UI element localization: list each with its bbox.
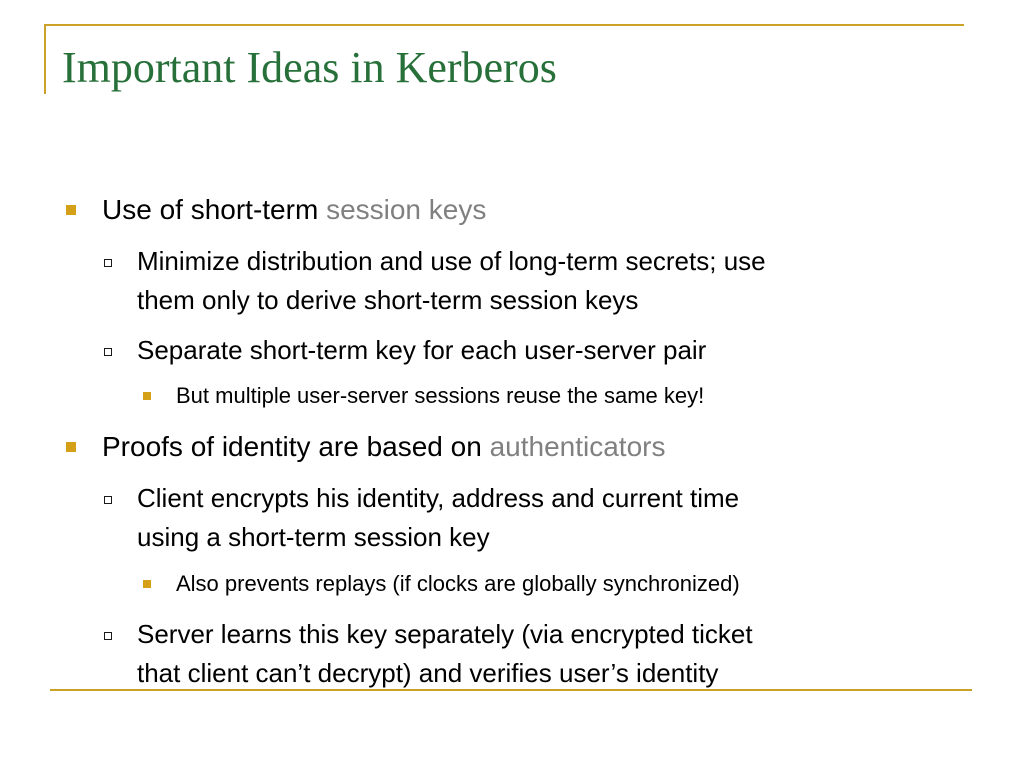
bullet-2 xyxy=(102,430,665,464)
bullet-2-2-line-2: that client can’t decrypt) and verifies user’s identity xyxy=(137,658,719,688)
box-bullet-icon xyxy=(104,496,112,504)
bullet-2-1-line-2: using a short-term session key xyxy=(137,522,490,552)
bullet-1 xyxy=(102,193,486,227)
bullet-1-1-line-1: Minimize distribution and use of long-term secrets; use xyxy=(137,246,766,276)
bullet-2-1-1: Also prevents replays (if clocks are globally synchronized) xyxy=(176,571,740,596)
bullet-1-2-line-1: Separate short-term key for each user-server pair xyxy=(137,335,707,365)
bullet-1-2-1: But multiple user-server sessions reuse the same key! xyxy=(176,383,705,408)
box-bullet-icon xyxy=(104,348,112,356)
bullet-2-text: Proofs of identity are based on xyxy=(102,431,490,462)
square-bullet-icon xyxy=(66,442,76,452)
square-bullet-icon xyxy=(143,580,151,588)
bullet-2-highlight: authenticators xyxy=(489,431,666,462)
bullet-2-1-line-1: Client encrypts his identity, address and current time xyxy=(137,483,740,513)
box-bullet-icon xyxy=(104,259,112,267)
box-bullet-icon xyxy=(104,632,112,640)
bullet-1-text: Use of short-term xyxy=(102,194,327,225)
bullet-1-highlight: session keys xyxy=(326,194,487,225)
square-bullet-icon xyxy=(66,205,76,215)
bullet-1-1-line-2: them only to derive short-term session keys xyxy=(137,285,639,315)
square-bullet-icon xyxy=(143,392,151,400)
slide-title: Important Ideas in Kerberos xyxy=(62,43,557,92)
bullet-2-2-line-1: Server learns this key separately (via encrypted ticket xyxy=(137,619,753,649)
